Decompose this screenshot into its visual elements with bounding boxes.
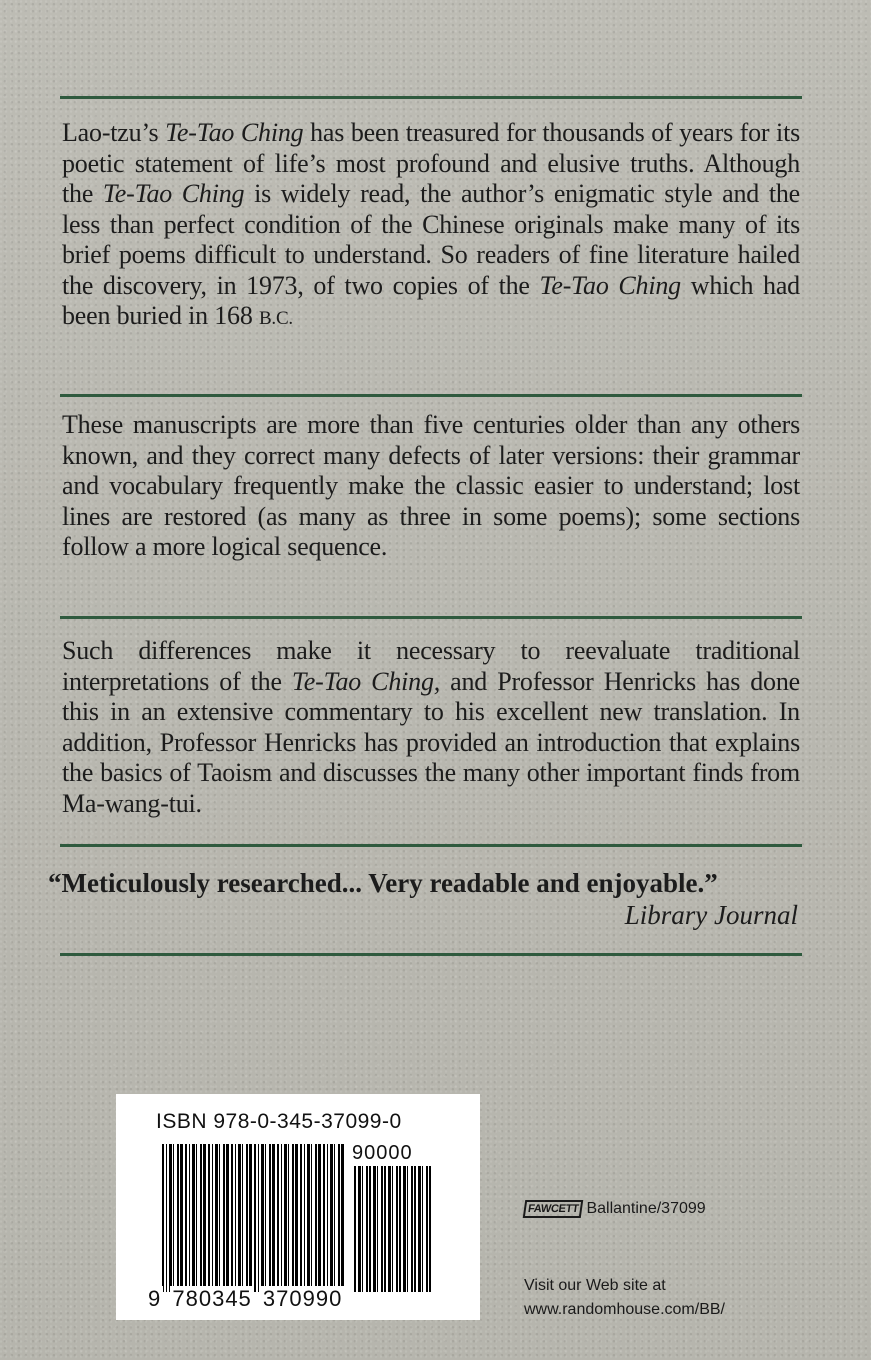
barcode-digits bbox=[146, 1286, 344, 1312]
website-intro: Visit our Web site at bbox=[524, 1277, 666, 1294]
ean-barcode-icon bbox=[162, 1144, 344, 1292]
review-source: Library Journal bbox=[624, 900, 798, 930]
barcode-digit-group-2: 370990 bbox=[262, 1286, 343, 1311]
p1-text-b: has been treasured for thousands of years for its poetic statement of life’s most profound and elusive truths. Although the bbox=[62, 118, 801, 208]
publisher-line bbox=[524, 1200, 706, 1218]
p1-title-c: Te-Tao Ching bbox=[539, 270, 681, 300]
p3-title: Te-Tao Ching, bbox=[291, 666, 441, 696]
description-paragraph-2 bbox=[62, 410, 800, 563]
p3-text-b: and Professor Henricks has done this in an extensive commentary to his excellent new translation. In addition, Professor Henricks has provided an introduction that explains the basics of Taoism and discusses the many other important finds from Ma-wang-tui. bbox=[62, 666, 800, 818]
review-quote: “Meticulously researched... Very readable and enjoyable.” bbox=[48, 868, 718, 898]
description-paragraph-3 bbox=[62, 636, 800, 819]
barcode-digit-group-1: 780345 bbox=[172, 1286, 252, 1311]
p1-era: B.C. bbox=[258, 308, 293, 329]
barcode-digit-lead: 9 bbox=[148, 1286, 162, 1311]
website-url: www.randomhouse.com/BB/ bbox=[524, 1301, 725, 1318]
p2-text: These manuscripts are more than five centuries older than any others known, and they correct many defects of later versions: their grammar and vocabulary frequently make the classic easier to understand; lost lines are restored (as many as three in some poems); some sections follow a more logical sequence. bbox=[62, 410, 800, 561]
bottom-rule bbox=[60, 953, 802, 956]
website-info bbox=[524, 1274, 725, 1322]
p1-title-b: Te-Tao Ching bbox=[102, 179, 245, 208]
price-addon-number: 90000 bbox=[352, 1142, 413, 1164]
addon-barcode-icon bbox=[354, 1166, 432, 1292]
publisher-code: Ballantine/37099 bbox=[586, 1200, 706, 1217]
p3-text-a: Such differences make it necessary to reevaluate traditional interpretations of the bbox=[62, 636, 800, 696]
fawcett-logo: FAWCETT bbox=[523, 1200, 584, 1218]
description-paragraph-1 bbox=[62, 118, 800, 335]
rule-2 bbox=[60, 394, 802, 397]
barcode-label bbox=[116, 1094, 480, 1320]
rule-3 bbox=[60, 616, 802, 619]
p1-text-d: which had been buried in 168 bbox=[62, 270, 800, 330]
p1-text-a: Lao-tzu’s bbox=[62, 118, 166, 147]
top-rule bbox=[60, 96, 802, 99]
p1-text-c: is widely read, the author’s enigmatic style and the less than perfect condition of the Chinese originals make many of its brief poems difficult to understand. So readers of fine literature hailed the discovery, in 1973, of two copies of the bbox=[62, 179, 800, 300]
rule-4 bbox=[60, 844, 802, 847]
isbn-text: ISBN 978-0-345-37099-0 bbox=[156, 1110, 402, 1133]
p1-title-a: Te-Tao Ching bbox=[165, 118, 304, 147]
